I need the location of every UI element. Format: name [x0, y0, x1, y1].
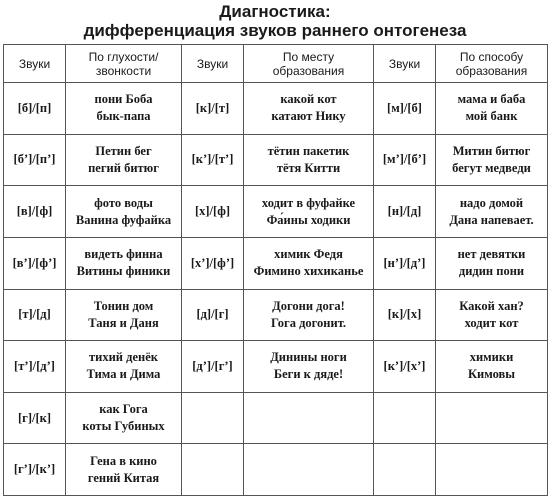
sound-pair-cell: [х]/[ф]	[182, 186, 244, 238]
example-line: надо домой	[459, 195, 524, 210]
example-line: Тонин дом	[93, 298, 154, 313]
example-line: Дана напевает.	[449, 212, 534, 227]
example-cell	[66, 83, 182, 135]
example-line: Какой хан?	[459, 298, 524, 313]
sound-pair-cell: [г’]/[к’]	[4, 444, 66, 496]
example-cell	[436, 134, 548, 186]
example-line: тихий денёк	[89, 350, 158, 365]
example-line: Беги к дяде!	[273, 367, 344, 382]
example-cell	[244, 341, 374, 393]
table-row	[4, 392, 548, 444]
page-title	[0, 0, 550, 40]
sound-pair-cell	[374, 392, 436, 444]
example-line: Фа́ины ходики	[266, 212, 351, 227]
sound-pair-cell: [в’]/[ф’]	[4, 237, 66, 289]
example-line: дидин пони	[458, 264, 525, 279]
sound-pair-cell	[182, 444, 244, 496]
example-cell	[244, 237, 374, 289]
example-line: пони Боба	[94, 92, 153, 107]
example-line: Петин бег	[95, 143, 152, 158]
example-cell	[66, 186, 182, 238]
header-sounds-1: Звуки	[4, 45, 66, 83]
header-sounds-2: Звуки	[182, 45, 244, 83]
title-line-1: Диагностика:	[219, 2, 331, 21]
example-line: Кимовы	[467, 367, 516, 382]
example-cell	[436, 186, 548, 238]
example-line: ходит кот	[464, 315, 519, 330]
sound-pair-cell: [к]/[т]	[182, 83, 244, 135]
example-cell	[66, 341, 182, 393]
sounds-table	[3, 44, 548, 496]
sound-pair-cell: [т’]/[д’]	[4, 341, 66, 393]
example-line: тётин пакетик	[267, 143, 350, 158]
example-cell	[436, 444, 548, 496]
sound-pair-cell: [м]/[б]	[374, 83, 436, 135]
example-line: Фимино хихиканье	[253, 264, 364, 279]
example-cell	[244, 289, 374, 341]
example-cell	[436, 237, 548, 289]
sound-pair-cell: [д]/[г]	[182, 289, 244, 341]
example-line: коты Губиных	[82, 419, 165, 434]
example-line: мама и баба	[457, 92, 526, 107]
example-line: Динины ноги	[270, 350, 347, 365]
example-cell	[436, 289, 548, 341]
example-line: бык-папа	[96, 109, 151, 124]
example-cell	[66, 392, 182, 444]
example-cell	[66, 134, 182, 186]
example-cell	[244, 444, 374, 496]
example-line: химики	[469, 350, 514, 365]
example-line: Гена в кино	[90, 453, 157, 468]
sound-pair-cell: [х’]/[ф’]	[182, 237, 244, 289]
sound-pair-cell	[374, 444, 436, 496]
example-cell	[66, 289, 182, 341]
header-voicing: По глухости/ звонкости	[66, 45, 182, 83]
example-line: мой банк	[465, 109, 518, 124]
example-line: ходит в фуфайке	[261, 195, 356, 210]
example-line: Витины финики	[76, 264, 171, 279]
example-line: Ванина фуфайка	[75, 212, 172, 227]
example-cell	[244, 392, 374, 444]
example-cell	[244, 186, 374, 238]
sound-pair-cell: [т]/[д]	[4, 289, 66, 341]
header-manner: По способу образования	[436, 45, 548, 83]
example-line: Догони дога!	[272, 298, 345, 313]
sound-pair-cell: [г]/[к]	[4, 392, 66, 444]
sound-pair-cell: [к’]/[т’]	[182, 134, 244, 186]
sound-pair-cell	[182, 392, 244, 444]
table-row	[4, 341, 548, 393]
table-row	[4, 237, 548, 289]
example-line: как Гога	[99, 402, 148, 417]
table-header-row	[4, 45, 548, 83]
example-line: Тима и Дима	[86, 367, 161, 382]
example-cell	[244, 83, 374, 135]
sound-pair-cell: [б]/[п]	[4, 83, 66, 135]
example-line: Гога догонит.	[270, 315, 347, 330]
example-line: нет девятки	[457, 247, 526, 262]
example-cell	[436, 83, 548, 135]
table-row	[4, 186, 548, 238]
sound-pair-cell: [в]/[ф]	[4, 186, 66, 238]
example-line: какой кот	[280, 92, 337, 107]
example-line: Митин битюг	[452, 143, 531, 158]
example-line: катают Нику	[271, 109, 346, 124]
table-row	[4, 444, 548, 496]
table-row	[4, 83, 548, 135]
example-line: бегут медведи	[452, 160, 531, 175]
example-line: тётя Китти	[276, 160, 341, 175]
header-sounds-3: Звуки	[374, 45, 436, 83]
example-cell	[436, 341, 548, 393]
sound-pair-cell: [м’]/[б’]	[374, 134, 436, 186]
example-cell	[244, 134, 374, 186]
example-line: видеть финна	[84, 247, 163, 262]
table-row	[4, 134, 548, 186]
sound-pair-cell: [д’]/[г’]	[182, 341, 244, 393]
example-line: фото воды	[94, 195, 153, 210]
example-cell	[436, 392, 548, 444]
example-line: Таня и Даня	[88, 315, 159, 330]
table-row	[4, 289, 548, 341]
sound-pair-cell: [б’]/[п’]	[4, 134, 66, 186]
example-cell	[66, 444, 182, 496]
sound-pair-cell: [н’]/[д’]	[374, 237, 436, 289]
sound-pair-cell: [к’]/[х’]	[374, 341, 436, 393]
example-line: химик Федя	[274, 247, 343, 262]
example-cell	[66, 237, 182, 289]
sound-pair-cell: [н]/[д]	[374, 186, 436, 238]
example-line: гений Китая	[87, 470, 160, 485]
sound-pair-cell: [к]/[х]	[374, 289, 436, 341]
example-line: пегий битюг	[88, 160, 159, 175]
header-place: По месту образования	[244, 45, 374, 83]
title-line-2: дифференциация звуков раннего онтогенеза	[83, 21, 467, 40]
